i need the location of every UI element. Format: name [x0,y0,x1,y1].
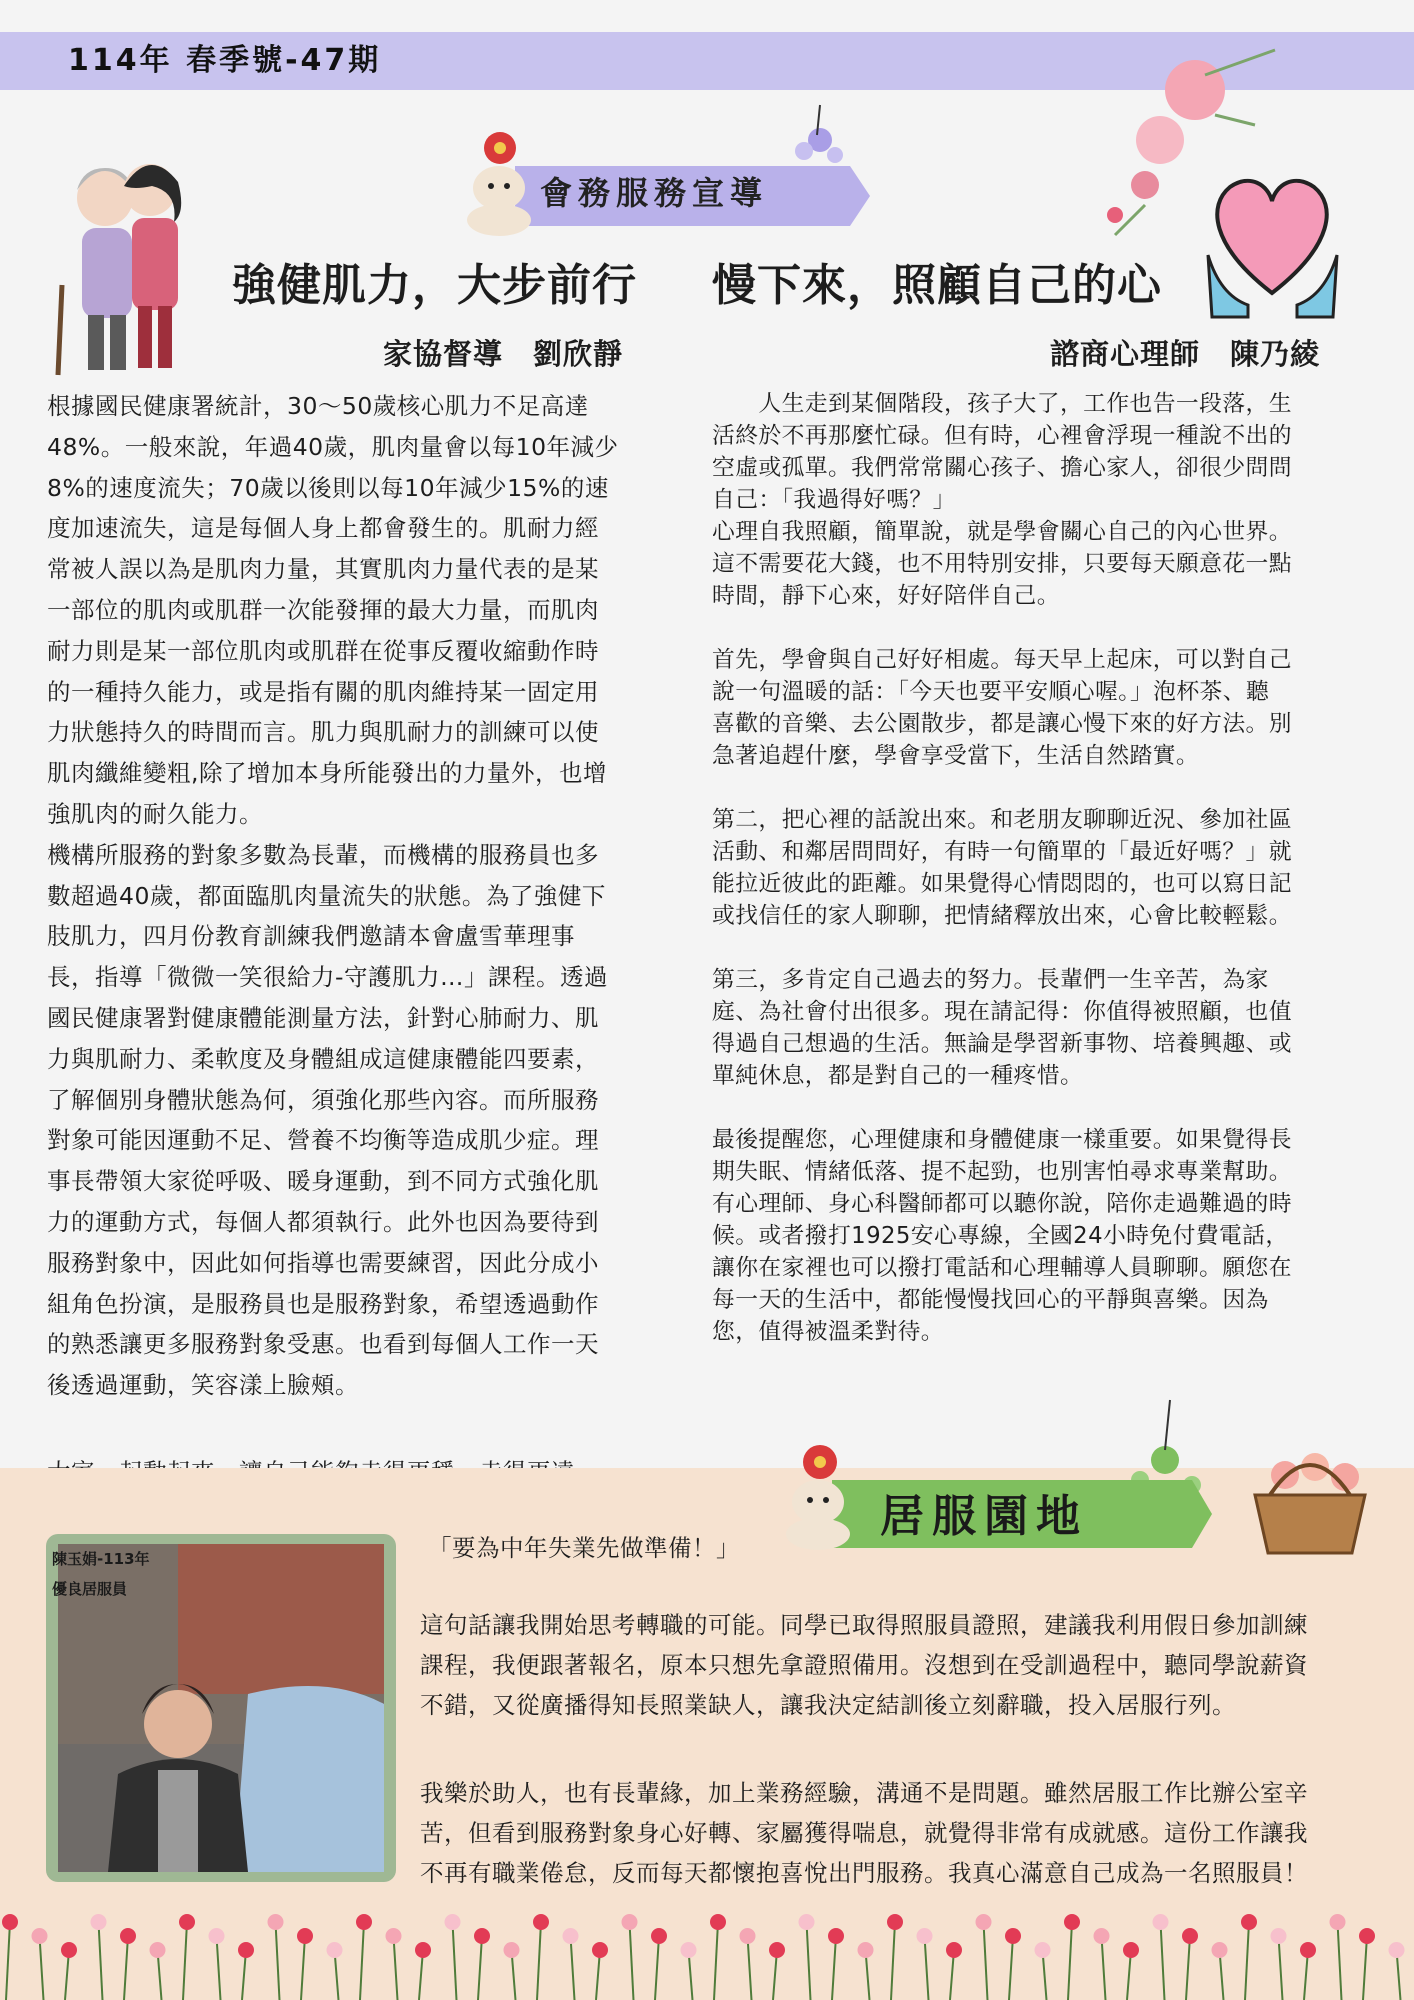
body-line: 對象可能因運動不足、營養不均衡等造成肌少症。理 [47,1126,599,1155]
flower-bloom [1330,1914,1346,1930]
left-article-body [47,386,619,1406]
body-line: 首先，學會與自己好好相處。每天早上起床，可以對自己 [712,647,1292,673]
flower-bloom [828,1928,844,1944]
heart-hands-icon [1200,165,1345,320]
body-line: 讓你在家裡也可以撥打電話和心理輔導人員聊聊。願您在 [712,1255,1292,1281]
flower-bloom [769,1942,785,1958]
flower-stem [217,1936,221,2000]
flower-stem [1161,1922,1165,2000]
body-line: 課程，我便跟著報名，原本只想先拿證照備用。沒想到在受訓過程中，聽同學說薪資 [420,1651,1308,1679]
flower-bloom [150,1942,166,1958]
flower-bloom [622,1914,638,1930]
flower-bloom [1300,1942,1316,1958]
body-line: 這不需要花大錢，也不用特別安排，只要每天願意花一點 [712,551,1292,577]
flower-stem [537,1922,541,2000]
body-line: 8%的速度流失；70歲以後則以每10年減少15%的速 [47,473,609,502]
body-line: 了解個別身體狀態為何，須強化那些內容。而所服務 [47,1085,599,1114]
flower-bloom [504,1942,520,1958]
flower-stem [984,1922,988,2000]
flower-bloom [946,1942,962,1958]
body-line: 或找信任的家人聊聊，把情緒釋放出來，心會比較輕鬆。 [712,903,1292,929]
flower-bloom [1035,1942,1051,1958]
body-line: 後透過運動，笑容漾上臉頰。 [47,1371,359,1400]
flower-bloom [386,1928,402,1944]
flower-bloom [1271,1928,1287,1944]
paragraph [712,1124,1292,1348]
flower-stem [655,1936,659,2000]
flower-bloom [179,1914,195,1930]
body-line: 苦，但看到服務對象身心好轉、家屬獲得喘息，就覺得非常有成就感。這份工作讓我 [420,1819,1308,1847]
paragraph [712,388,1292,612]
flower-bloom [1389,1942,1405,1958]
flower-bloom [681,1942,697,1958]
flower-bloom [1212,1942,1228,1958]
body-line: 不再有職業倦怠，反而每天都懷抱喜悅出門服務。我真心滿意自己成為一名照服員！ [420,1859,1308,1887]
body-line: 時間，靜下心來，好好陪伴自己。 [712,583,1060,609]
flower-bloom [1064,1914,1080,1930]
body-line: 一部位的肌肉或肌群一次能發揮的最大力量，而肌肉 [47,595,599,624]
body-line: 肢肌力，四月份教育訓練我們邀請本會盧雪華理事 [47,922,575,951]
paragraph [712,644,1292,772]
body-line: 第三，多肯定自己過去的努力。長輩們一生辛苦，為家 [712,967,1269,993]
flower-bloom [563,1928,579,1944]
flower-bloom [740,1928,756,1944]
paragraph [712,964,1292,1092]
body-line: 單純休息，都是對自己的一種疼惜。 [712,1063,1084,1089]
body-line: 力與肌耐力、柔軟度及身體組成這健康體能四要素， [47,1044,599,1073]
body-line: 數超過40歲，都面臨肌肉量流失的狀態。為了強健下 [47,881,606,910]
service-quote: 「要為中年失業先做準備！」 [428,1534,740,1562]
body-line: 國民健康署對健康體能測量方法，針對心肺耐力、肌 [47,1003,599,1032]
flower-bloom [297,1928,313,1944]
body-line: 強肌肉的耐久能力。 [47,799,263,828]
body-line: 有心理師、身心科醫師都可以聽你說，陪你走過難過的時 [712,1191,1292,1217]
flower-stem [714,1922,718,2000]
body-line: 候。或者撥打1925安心專線，全國24小時免付費電話， [712,1223,1289,1249]
flower-stem [478,1936,482,2000]
body-line: 您，值得被溫柔對待。 [712,1319,944,1345]
issue-label: 114年 春季號-47期 [68,43,382,78]
body-line: 空虛或孤單。我們常常關心孩子、擔心家人，卻很少問問 [712,455,1292,481]
flower-bloom [651,1928,667,1944]
flower-bloom [61,1942,77,1958]
body-line: 活終於不再那麼忙碌。但有時，心裡會浮現一種說不出的 [712,423,1292,449]
flower-border [0,1900,1414,2000]
body-line: 長，指導「微微一笑很給力-守護肌力…」課程。透過 [47,963,608,992]
paragraph [420,1605,1308,1725]
right-article-body [712,388,1292,1348]
flower-bloom [1005,1928,1021,1944]
flower-bloom [710,1914,726,1930]
flower-bloom [120,1928,136,1944]
flower-bloom [268,1914,284,1930]
dog-mascot-icon [455,128,540,238]
flower-stem [571,1936,575,2000]
body-line: 我樂於助人，也有長輩緣，加上業務經驗，溝通不是問題。雖然居服工作比辦公室辛 [420,1779,1308,1807]
flower-stem [360,1922,364,2000]
elderly-care-illustration [40,150,200,385]
body-line: 力狀態持久的時間而言。肌力與肌耐力的訓練可以使 [47,718,599,747]
flower-stem [925,1936,929,2000]
flower-bloom [474,1928,490,1944]
section-title: 會務服務宣導 [540,174,769,212]
right-article-author: 諮商心理師 陳乃綾 [1050,337,1321,371]
flower-stem [99,1922,103,2000]
body-line: 的熟悉讓更多服務對象受惠。也看到每個人工作一天 [47,1330,599,1359]
flower-stem [394,1936,398,2000]
flower-stem [630,1922,634,2000]
flower-stem [453,1922,457,2000]
body-line: 心理自我照顧，簡單說，就是學會關心自己的內心世界。 [712,519,1292,545]
flower-stem [1338,1922,1342,2000]
flower-bloom [356,1914,372,1930]
body-line: 組角色扮演，是服務員也是服務對象，希望透過動作 [47,1289,599,1318]
flower-stem [1279,1936,1283,2000]
body-line: 48%。一般來說，年過40歲，肌肉量會以每10年減少 [47,432,619,461]
body-line: 度加速流失，這是每個人身上都會發生的。肌耐力經 [47,514,599,543]
body-line: 機構所服務的對象多數為長輩，而機構的服務員也多 [47,840,599,869]
flower-bloom [533,1914,549,1930]
flower-bloom [1241,1914,1257,1930]
flower-bloom [209,1928,225,1944]
flower-bloom [415,1942,431,1958]
flower-stem [40,1936,44,2000]
dog-mascot-icon [772,1440,862,1552]
body-line: 喜歡的音樂、去公園散步，都是讓心慢下來的好方法。別 [712,711,1292,737]
body-line: 的一種持久能力，或是指有關的肌肉維持某一固定用 [47,677,599,706]
flower-stem [748,1936,752,2000]
flower-bloom [592,1942,608,1958]
body-line: 能拉近彼此的距離。如果覺得心情悶悶的，也可以寫日記 [712,871,1292,897]
flower-bloom [1123,1942,1139,1958]
caption-line: 陳玉娟-113年 [52,1550,150,1568]
caption-line: 優良居服員 [52,1580,128,1598]
flower-stem [6,1922,10,2000]
flower-bloom [799,1914,815,1930]
body-line: 這句話讓我開始思考轉職的可能。同學已取得照服員證照，建議我利用假日參加訓練 [420,1611,1308,1639]
flower-stem [301,1936,305,2000]
body-line: 說一句溫暖的話：「今天也要平安順心喔。」泡杯茶、聽 [712,679,1270,705]
photo-caption [52,1544,150,1604]
body-line: 最後提醒您，心理健康和身體健康一樣重要。如果覺得長 [712,1127,1292,1153]
flower-bloom [32,1928,48,1944]
body-line: 服務對象中，因此如何指導也需要練習，因此分成小 [47,1248,599,1277]
flower-stem [183,1922,187,2000]
left-article-title: 強健肌力，大步前行 [232,260,637,311]
flower-stem [807,1922,811,2000]
service-section-title: 居服園地 [880,1491,1088,1542]
body-line: 庭、為社會付出很多。現在請記得：你值得被照顧，也值 [712,999,1292,1025]
flower-bloom [238,1942,254,1958]
body-line: 耐力則是某一部位肌肉或肌群在從事反覆收縮動作時 [47,636,599,665]
flower-stem [124,1936,128,2000]
body-line: 事長帶領大家從呼吸、暖身運動，到不同方式強化肌 [47,1167,599,1196]
service-story [420,1605,1308,1893]
flower-bloom [1094,1928,1110,1944]
body-line: 自己：「我過得好嗎？」 [712,487,956,513]
body-line: 活動、和鄰居問問好，有時一句簡單的「最近好嗎？」就 [712,839,1292,865]
flower-basket-icon [1240,1445,1380,1557]
body-line: 急著追趕什麼，學會享受當下，生活自然踏實。 [712,743,1200,769]
flower-bloom [1153,1914,1169,1930]
flower-bloom [2,1914,18,1930]
body-line: 肌肉纖維變粗,除了增加本身所能發出的力量外，也增 [47,759,607,788]
flower-bloom [327,1942,343,1958]
flower-stem [276,1922,280,2000]
right-article-title: 慢下來，照顧自己的心 [712,260,1162,311]
flower-stem [832,1936,836,2000]
flower-bloom [858,1942,874,1958]
left-article-author: 家協督導 劉欣靜 [383,337,624,371]
flower-stem [1186,1936,1190,2000]
body-line: 第二，把心裡的話說出來。和老朋友聊聊近況、參加社區 [712,807,1292,833]
body-line: 力的運動方式，每個人都須執行。此外也因為要待到 [47,1207,599,1236]
flower-stem [1068,1922,1072,2000]
flower-stem [1102,1936,1106,2000]
paragraph [712,804,1292,932]
flower-stem [1245,1922,1249,2000]
body-line: 不錯，又從廣播得知長照業缺人，讓我決定結訓後立刻辭職，投入居服行列。 [420,1691,1236,1719]
flower-stem [1363,1936,1367,2000]
body-line: 常被人誤以為是肌肉力量，其實肌肉力量代表的是某 [47,555,599,584]
body-line: 人生走到某個階段，孩子大了，工作也告一段落，生 [712,391,1292,417]
flower-stem [1009,1936,1013,2000]
flower-bloom [1359,1928,1375,1944]
body-line: 得過自己想過的生活。無論是學習新事物、培養興趣、或 [712,1031,1292,1057]
flower-bloom [91,1914,107,1930]
body-line: 期失眠、情緒低落、提不起勁，也別害怕尋求專業幫助。 [712,1159,1292,1185]
paragraph [420,1773,1308,1893]
flower-stem [891,1922,895,2000]
flower-bloom [445,1914,461,1930]
body-line: 根據國民健康署統計，30～50歲核心肌力不足高達 [47,392,589,420]
flower-bloom [976,1914,992,1930]
body-line: 每一天的生活中，都能慢慢找回心的平靜與喜樂。因為 [712,1287,1269,1313]
flower-bloom [917,1928,933,1944]
flower-bloom [1182,1928,1198,1944]
flower-bloom [887,1914,903,1930]
